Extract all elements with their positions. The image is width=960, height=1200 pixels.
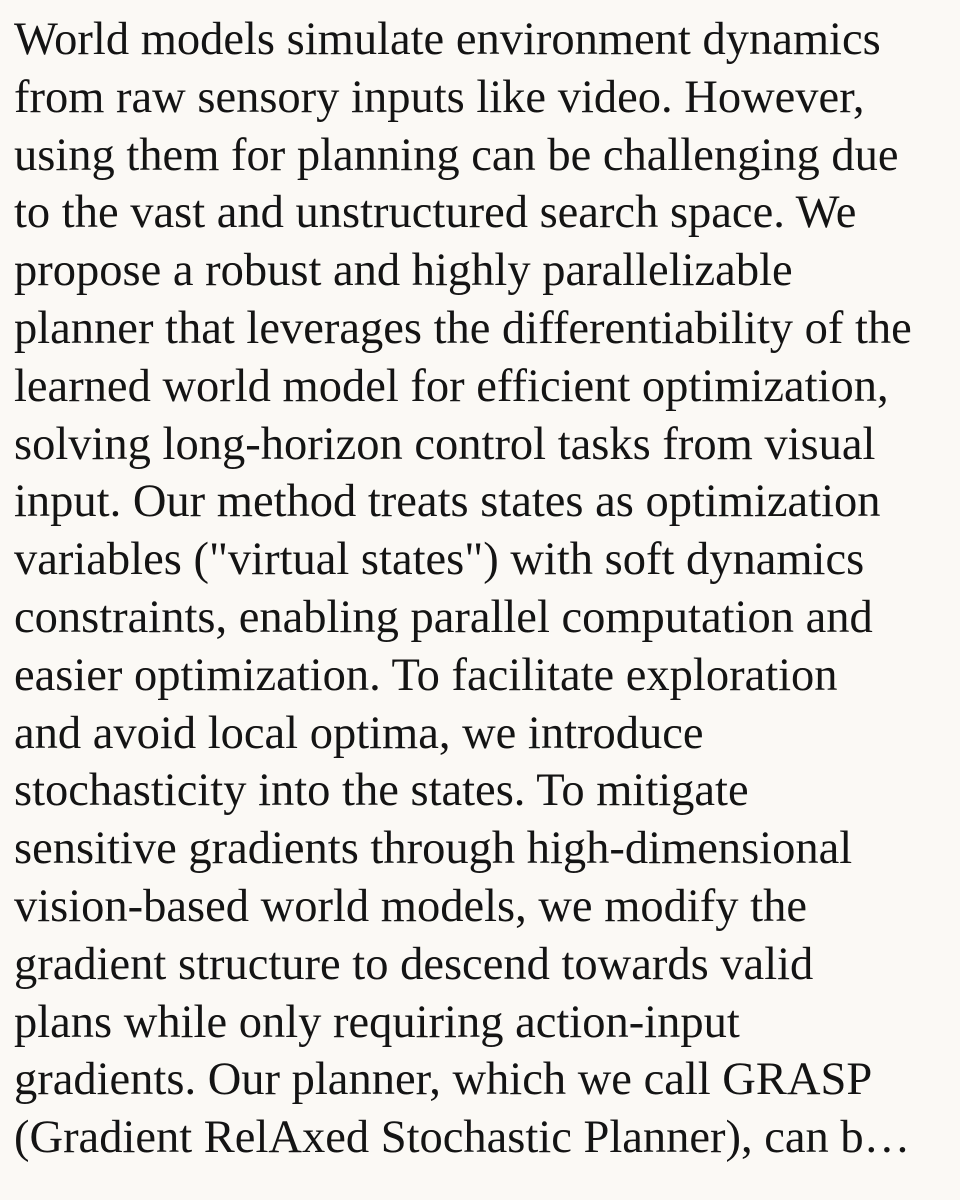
text-line: variables ("virtual states") with soft dynamics bbox=[14, 534, 865, 586]
text-line: and avoid local optima, we introduce bbox=[14, 707, 704, 759]
text-line: planner that leverages the differentiability of the bbox=[14, 302, 912, 354]
text-line: learned world model for efficient optimization, bbox=[14, 360, 889, 412]
text-line: (Gradient RelAxed Stochastic Planner), can b… bbox=[14, 1112, 911, 1164]
text-line: World models simulate environment dynamics bbox=[14, 14, 881, 65]
abstract-text bbox=[14, 11, 912, 1167]
text-line: input. Our method treats states as optimization bbox=[14, 476, 881, 528]
text-line: plans while only requiring action-input bbox=[14, 996, 740, 1048]
text-line: propose a robust and highly parallelizable bbox=[14, 245, 793, 297]
text-line: vision-based world models, we modify the bbox=[14, 880, 807, 932]
text-line: solving long-horizon control tasks from visual bbox=[14, 418, 876, 470]
text-line: gradient structure to descend towards valid bbox=[14, 938, 814, 990]
text-line: easier optimization. To facilitate exploration bbox=[14, 649, 838, 701]
text-line: sensitive gradients through high-dimensional bbox=[14, 823, 853, 875]
text-line: from raw sensory inputs like video. However, bbox=[14, 71, 865, 123]
text-line: stochasticity into the states. To mitigate bbox=[14, 765, 749, 817]
text-line: to the vast and unstructured search space. We bbox=[14, 187, 857, 239]
text-line: gradients. Our planner, which we call GRASP bbox=[14, 1054, 873, 1106]
text-line: constraints, enabling parallel computation and bbox=[14, 591, 873, 643]
text-line: using them for planning can be challenging due bbox=[14, 129, 899, 181]
